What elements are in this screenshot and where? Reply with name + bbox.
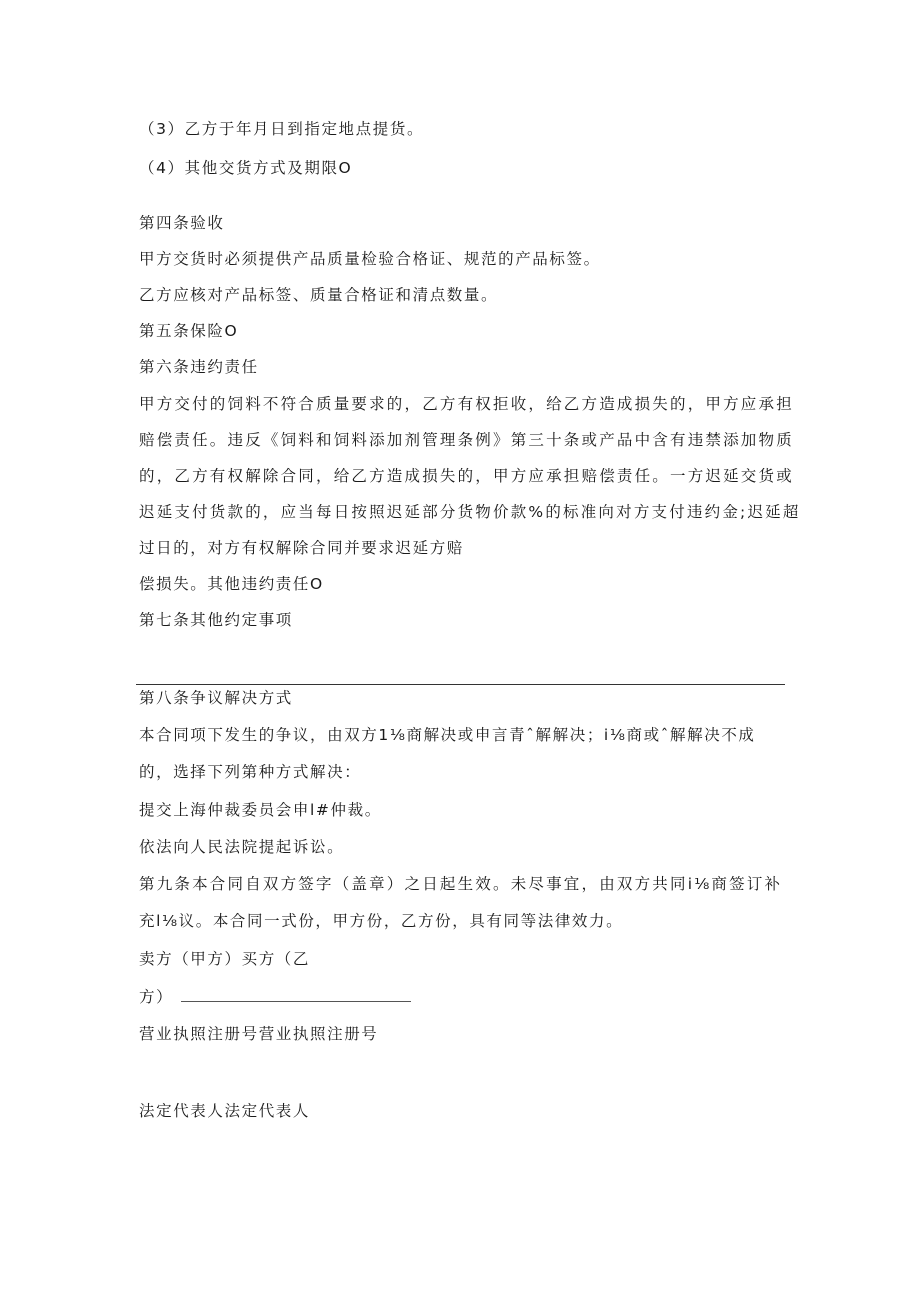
- inspection-line-1: 甲方交货时必须提供产品质量检验合格证、规范的产品标签。: [139, 250, 601, 268]
- article-7-heading: 第七条其他约定事项: [139, 611, 293, 629]
- delivery-clause-4: （4）其他交货方式及期限O: [139, 159, 353, 177]
- legal-representative-labels: 法定代表人法定代表人: [139, 1102, 311, 1120]
- buyer-label-continued: 方）: [139, 988, 174, 1006]
- dispute-line-2: 的，选择下列第种方式解决：: [139, 763, 362, 781]
- liability-paragraph-line-3: 的，乙方有权解除合同，给乙方造成损失的，甲方应承担赔偿责任。一方迟延交货或: [139, 467, 794, 485]
- inspection-line-2: 乙方应核对产品标签、质量合格证和清点数量。: [139, 286, 499, 304]
- litigation-option: 依法向人民法院提起诉讼。: [139, 838, 345, 856]
- liability-paragraph-line-2: 赔偿责任。违反《饲料和饲料添加剂管理条例》第三十条或产品中含有违禁添加物质: [139, 431, 794, 449]
- liability-paragraph-line-1: 甲方交付的饲料不符合质量要求的，乙方有权拒收，给乙方造成损失的，甲方应承担: [139, 395, 794, 413]
- liability-paragraph-line-4: 迟延支付货款的，应当每日按照迟延部分货物价款%的标准向对方支付违约金;迟延超: [139, 503, 801, 521]
- business-license-labels: 营业执照注册号营业执照注册号: [139, 1025, 379, 1043]
- article-9-line-1: 第九条本合同自双方签字（盖章）之日起生效。未尽事宜，由双方共同i⅛商签订补: [139, 875, 783, 893]
- liability-paragraph-line-5: 过日的，对方有权解除合同并要求迟延方赔: [139, 539, 464, 557]
- parties-label: 卖方（甲方）买方（乙: [139, 950, 311, 968]
- article-4-heading: 第四条验收: [139, 214, 225, 232]
- article-6-heading: 第六条违约责任: [139, 358, 259, 376]
- dispute-line-1: 本合同项下发生的争议，由双方1⅛商解决或申言青ˆ解解决；i⅛商或ˆ解解决不成: [139, 726, 756, 744]
- buyer-signature-row: [139, 987, 411, 1007]
- signature-blank-line: [181, 987, 411, 1002]
- delivery-clause-3: （3）乙方于年月日到指定地点提货。: [139, 120, 425, 138]
- page-divider: [136, 684, 785, 685]
- article-5-heading: 第五条保险O: [139, 322, 239, 340]
- arbitration-option: 提交上海仲裁委员会申l#仲裁。: [139, 801, 382, 819]
- liability-paragraph-line-6: 偿损失。其他违约责任O: [139, 575, 324, 593]
- article-9-line-2: 充l⅛议。本合同一式份，甲方份，乙方份，具有同等法律效力。: [139, 912, 624, 930]
- article-8-heading: 第八条争议解决方式: [139, 689, 293, 707]
